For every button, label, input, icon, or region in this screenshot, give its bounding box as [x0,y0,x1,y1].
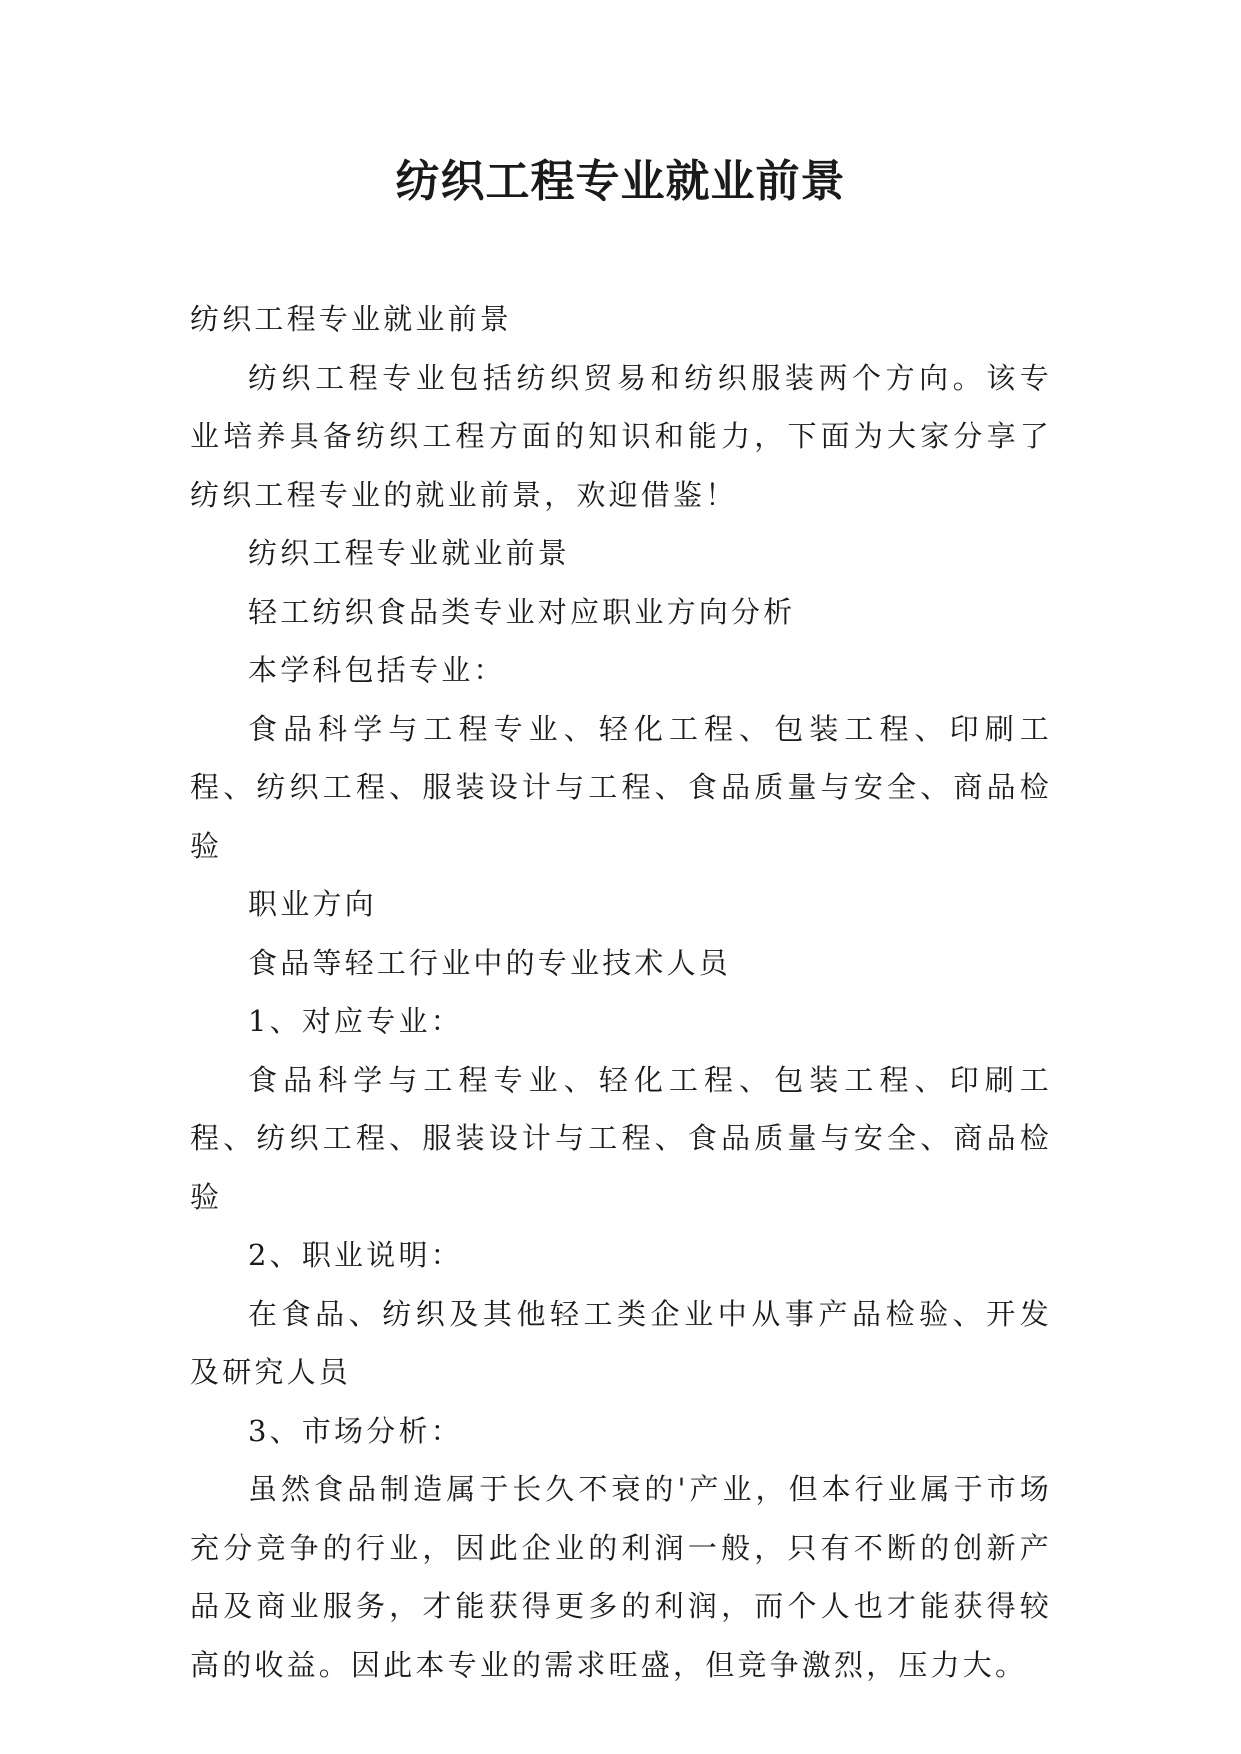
intro-paragraph: 纺织工程专业包括纺织贸易和纺织服装两个方向。该专业培养具备纺织工程方面的知识和能力，下面为大家分享了纺织工程专业的就业前景，欢迎借鉴！ [190,360,1052,512]
document-title: 纺织工程专业就业前景 [395,156,846,207]
body-paragraph: 本学科包括专业： [248,653,506,687]
list-item-heading: 1、对应专业： [248,1004,463,1038]
body-paragraph: 在食品、纺织及其他轻工类企业中从事产品检验、开发及研究人员 [190,1296,1052,1389]
body-paragraph: 虽然食品制造属于长久不衰的'产业，但本行业属于市场充分竞争的行业，因此企业的利润一般，只有不断的创新产品及商业服务，才能获得更多的利润，而个人也才能获得较高的收益。因此本专业的需求旺盛，但竞争激烈，压力大。 [190,1472,1052,1682]
list-item-heading: 3、市场分析： [248,1413,463,1448]
list-item-heading: 2、职业说明： [248,1238,463,1272]
section-heading: 纺织工程专业就业前景 [248,536,571,570]
body-paragraph: 食品科学与工程专业、轻化工程、包装工程、印刷工程、纺织工程、服装设计与工程、食品质量与安全、商品检验 [190,711,1052,863]
body-paragraph: 食品科学与工程专业、轻化工程、包装工程、印刷工程、纺织工程、服装设计与工程、食品质量与安全、商品检验 [190,1062,1052,1214]
document-body [190,290,1052,1694]
body-paragraph: 食品等轻工行业中的专业技术人员 [248,945,732,980]
section-heading: 职业方向 [248,887,377,921]
subtitle-paragraph: 纺织工程专业就业前景 [190,302,513,336]
section-heading: 轻工纺织食品类专业对应职业方向分析 [248,594,796,629]
